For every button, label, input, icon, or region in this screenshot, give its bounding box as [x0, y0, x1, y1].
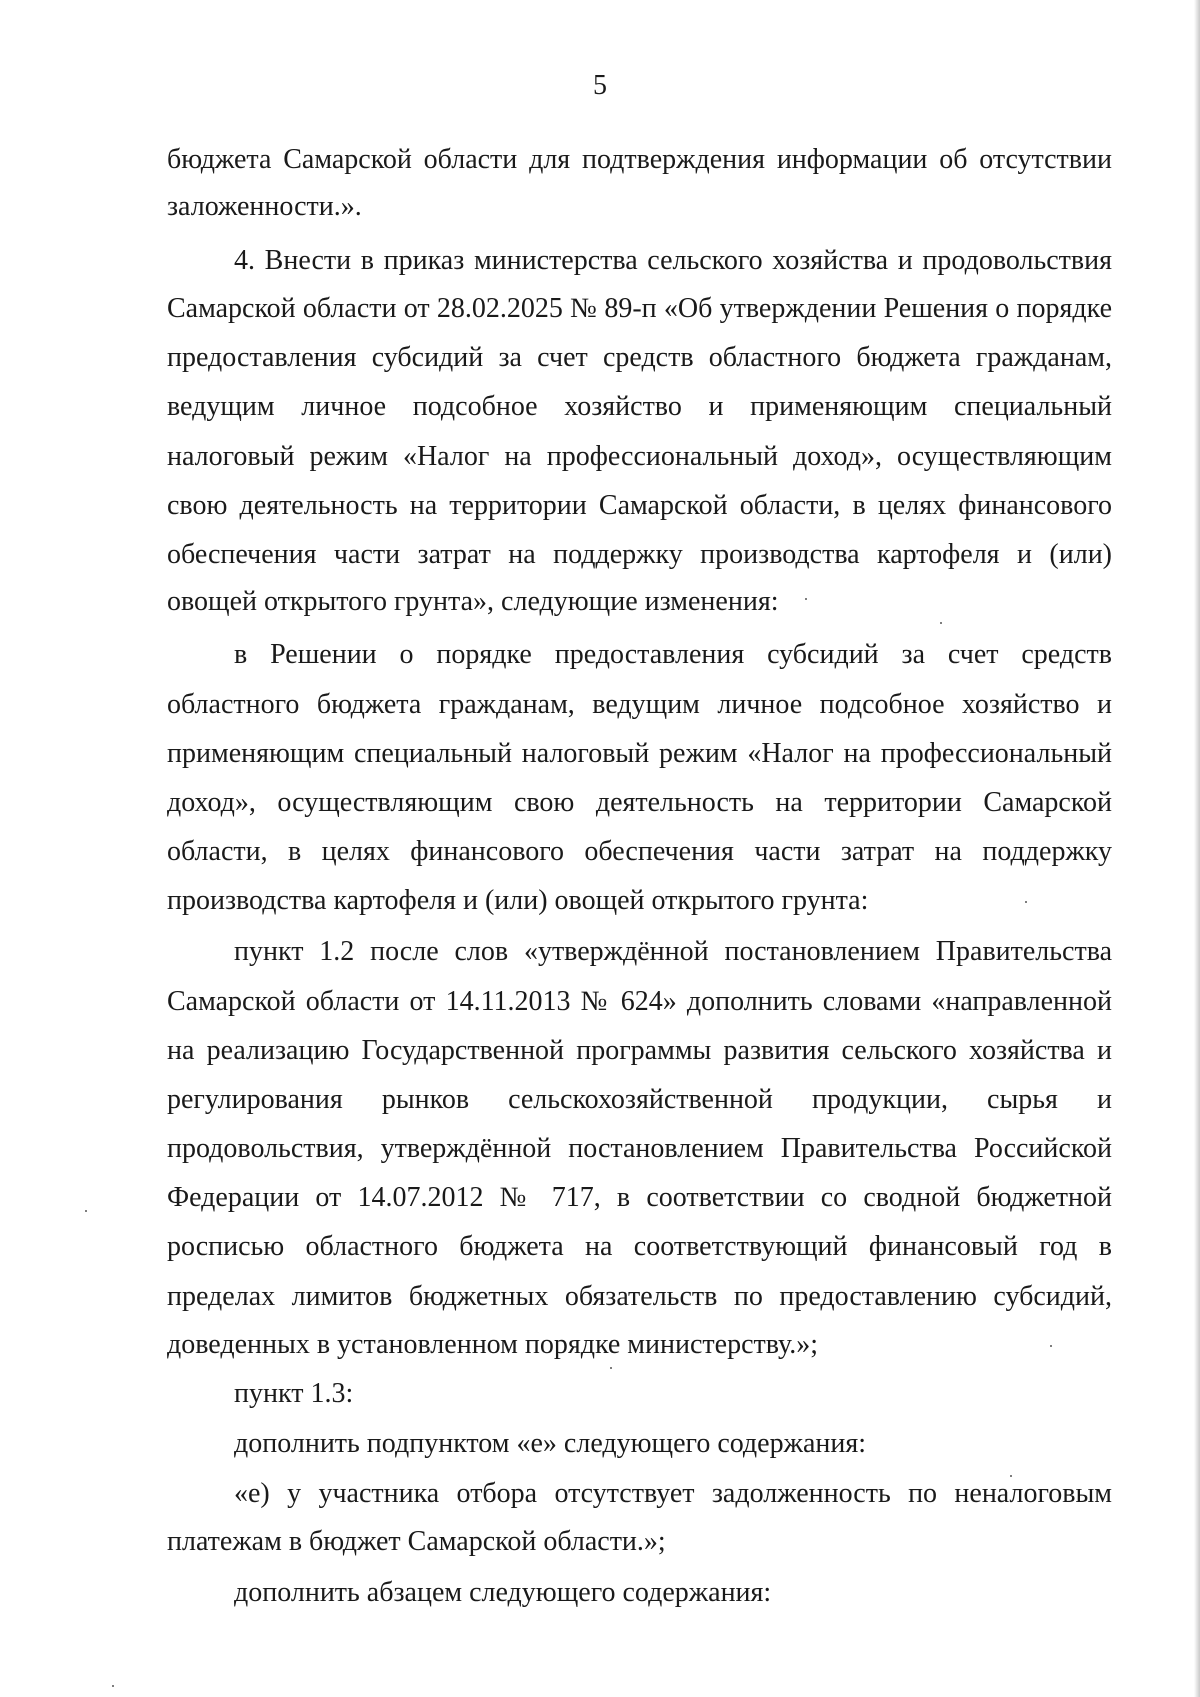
scan-speck [940, 622, 942, 624]
text-line-18: Самарской области от 14.11.2013 № 624» дополнить словами «направленной [167, 986, 1112, 1017]
text-line-14: доход», осуществляющим свою деятельность на территории Самарской [167, 787, 1112, 818]
text-line-5: предоставления субсидий за счет средств областного бюджета гражданам, [167, 342, 1112, 373]
scan-speck [85, 1210, 87, 1212]
text-line-22: Федерации от 14.07.2012 № 717, в соответствии со сводной бюджетной [167, 1182, 1112, 1213]
text-line-25: доведенных в установленном порядке министерству.»; [167, 1329, 818, 1360]
text-line-8: свою деятельность на территории Самарской области, в целях финансового [167, 490, 1112, 521]
text-line-29: платежам в бюджет Самарской области.»; [167, 1526, 666, 1557]
text-line-16: производства картофеля и (или) овощей открытого грунта: [167, 885, 869, 916]
text-line-20: регулирования рынков сельскохозяйственной продукции, сырья и [167, 1084, 1112, 1115]
scan-speck [610, 1367, 612, 1369]
text-line-3: 4. Внести в приказ министерства сельского хозяйства и продовольствия [234, 245, 1112, 276]
text-line-15: области, в целях финансового обеспечения части затрат на поддержку [167, 836, 1112, 867]
text-line-24: пределах лимитов бюджетных обязательств по предоставлению субсидий, [167, 1281, 1112, 1312]
scan-speck [805, 598, 807, 600]
text-line-6: ведущим личное подсобное хозяйство и применяющим специальный [167, 391, 1112, 422]
text-line-4: Самарской области от 28.02.2025 № 89-п «Об утверждении Решения о порядке [167, 293, 1112, 324]
text-line-19: на реализацию Государственной программы развития сельского хозяйства и [167, 1035, 1112, 1066]
text-line-7: налоговый режим «Налог на профессиональный доход», осуществляющим [167, 441, 1112, 472]
text-line-11: в Решении о порядке предоставления субсидий за счет средств [234, 639, 1112, 670]
page-number: 5 [593, 70, 607, 101]
text-line-10: овощей открытого грунта», следующие изменения: [167, 586, 779, 617]
text-line-17: пункт 1.2 после слов «утверждённой постановлением Правительства [234, 936, 1112, 967]
text-line-28: «е) у участника отбора отсутствует задолженность по неналоговым [234, 1478, 1112, 1509]
text-line-23: росписью областного бюджета на соответствующий финансовый год в [167, 1231, 1112, 1262]
text-line-2: заложенности.». [167, 191, 362, 222]
text-line-9: обеспечения части затрат на поддержку производства картофеля и (или) [167, 539, 1112, 570]
text-line-27: дополнить подпунктом «е» следующего содержания: [234, 1428, 867, 1459]
text-line-30: дополнить абзацем следующего содержания: [234, 1577, 772, 1608]
text-line-26: пункт 1.3: [234, 1378, 354, 1409]
scan-speck [1025, 901, 1027, 903]
text-line-1: бюджета Самарской области для подтверждения информации об отсутствии [167, 144, 1112, 175]
text-line-13: применяющим специальный налоговый режим «Налог на профессиональный [167, 738, 1112, 769]
scan-speck [112, 1685, 114, 1687]
text-line-21: продовольствия, утверждённой постановлением Правительства Российской [167, 1133, 1112, 1164]
page-edge-shadow [1194, 0, 1200, 1697]
scan-speck [1050, 1345, 1052, 1347]
text-line-12: областного бюджета гражданам, ведущим личное подсобное хозяйство и [167, 689, 1112, 720]
scan-speck [1010, 1475, 1012, 1477]
